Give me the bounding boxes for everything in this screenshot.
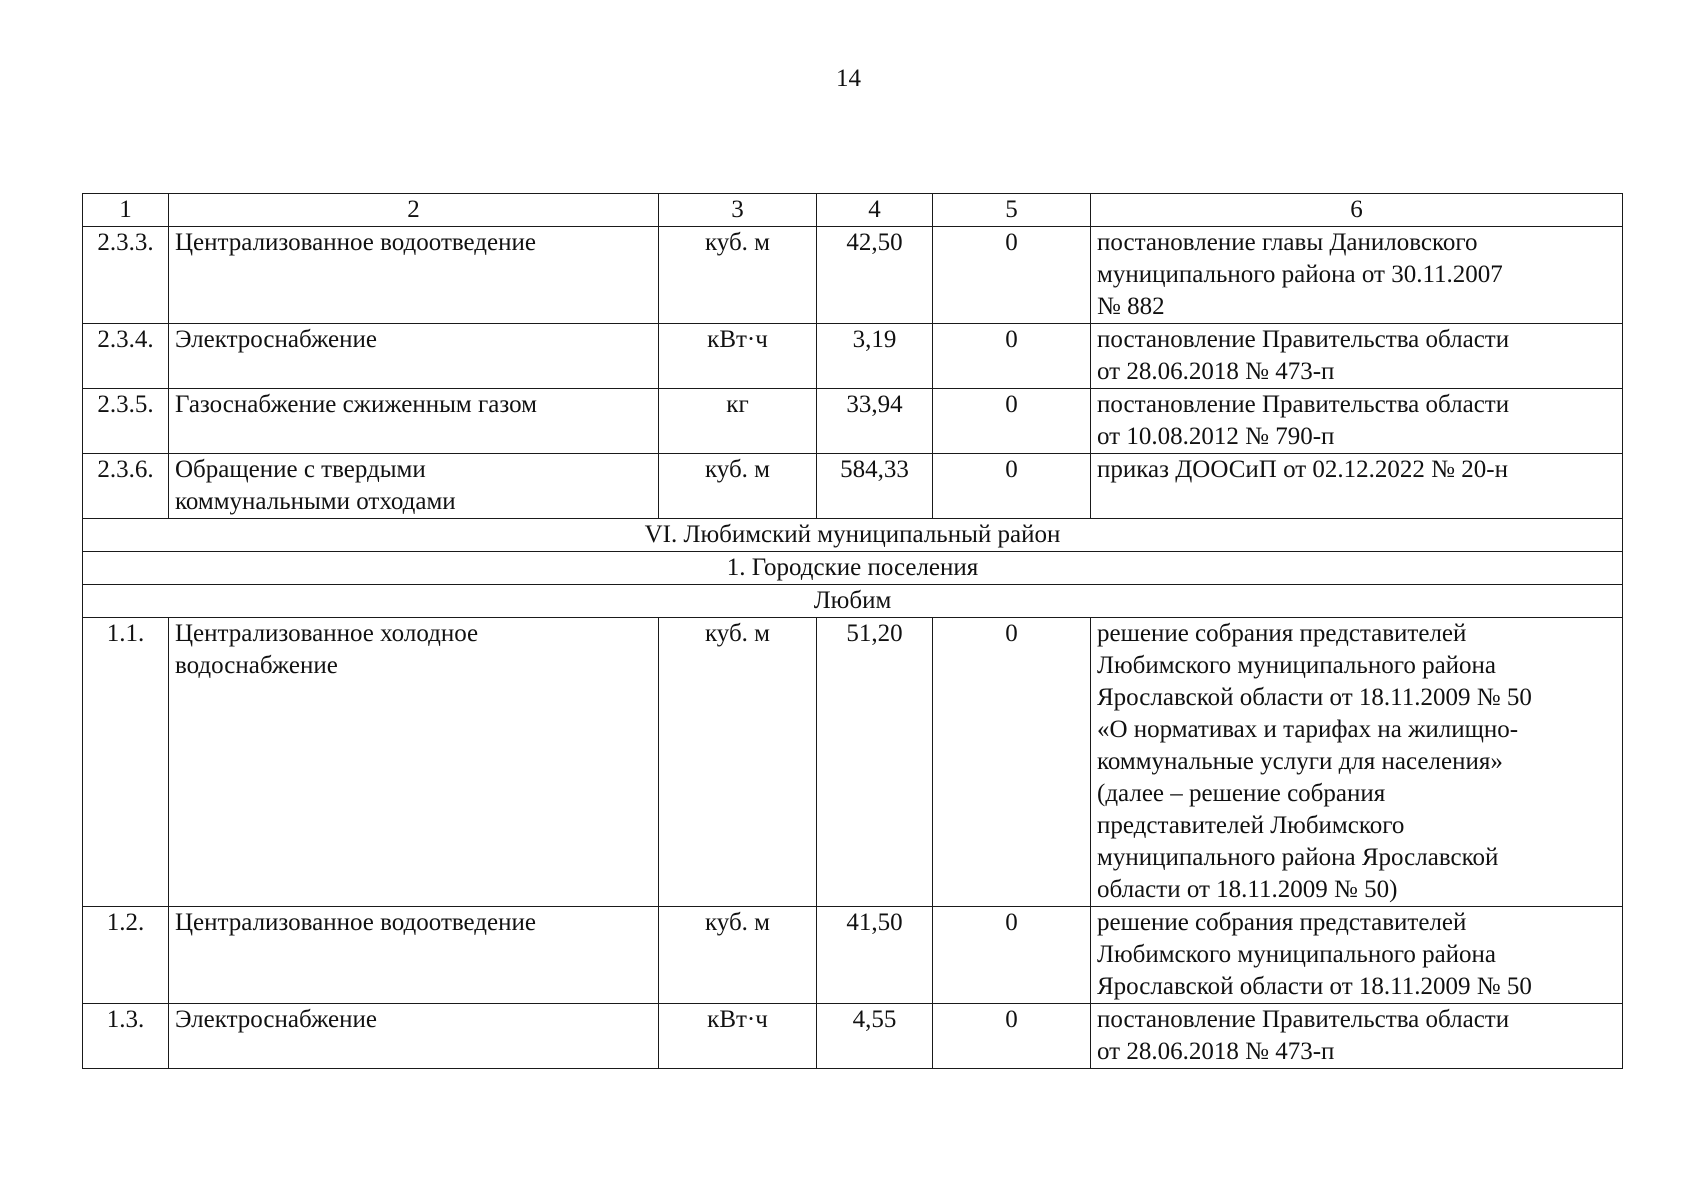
legal-basis <box>1091 389 1623 454</box>
unit: куб. м <box>659 618 817 907</box>
legal-basis <box>1091 1004 1623 1069</box>
table-row <box>83 324 1623 389</box>
legal-basis <box>1091 324 1623 389</box>
table-row <box>83 454 1623 519</box>
column-number: 5 <box>933 194 1091 227</box>
service-name-line: коммунальными отходами <box>175 488 456 515</box>
legal-basis-line: постановление Правительства области <box>1097 391 1510 418</box>
tariff-table <box>82 193 1623 1069</box>
section-row <box>83 585 1623 618</box>
row-number: 2.3.4. <box>83 324 169 389</box>
service-name-line: Централизованное холодное <box>175 620 479 647</box>
legal-basis-line: «О нормативах и тарифах на жилищно- <box>1097 716 1519 743</box>
row-number: 1.2. <box>83 907 169 1004</box>
unit: куб. м <box>659 227 817 324</box>
legal-basis-line: Ярославской области от 18.11.2009 № 50 <box>1097 973 1532 1000</box>
norm-value: 33,94 <box>817 389 933 454</box>
legal-basis-line: Любимского муниципального района <box>1097 941 1497 968</box>
service-name <box>169 618 659 907</box>
norm-value: 3,19 <box>817 324 933 389</box>
legal-basis-line: № 882 <box>1097 293 1165 320</box>
legal-basis-line: Любимского муниципального района <box>1097 652 1497 679</box>
legal-basis-line: представителей Любимского <box>1097 812 1405 839</box>
legal-basis <box>1091 618 1623 907</box>
column-5-value: 0 <box>933 618 1091 907</box>
norm-value: 584,33 <box>817 454 933 519</box>
table-row <box>83 227 1623 324</box>
column-5-value: 0 <box>933 1004 1091 1069</box>
service-name: Централизованное водоотведение <box>169 907 659 1004</box>
column-number-row <box>83 194 1623 227</box>
section-row <box>83 552 1623 585</box>
legal-basis-line: решение собрания представителей <box>1097 620 1467 647</box>
row-number: 1.1. <box>83 618 169 907</box>
unit: кг <box>659 389 817 454</box>
column-number: 6 <box>1091 194 1623 227</box>
column-5-value: 0 <box>933 454 1091 519</box>
legal-basis-line: (далее – решение собрания <box>1097 780 1386 807</box>
column-5-value: 0 <box>933 324 1091 389</box>
town-heading: Любим <box>83 585 1623 618</box>
legal-basis-line: муниципального района Ярославской <box>1097 844 1499 871</box>
service-name: Электроснабжение <box>169 1004 659 1069</box>
service-name-line: Обращение с твердыми <box>175 456 426 483</box>
legal-basis-line: от 10.08.2012 № 790-п <box>1097 423 1335 450</box>
legal-basis <box>1091 907 1623 1004</box>
legal-basis-line: от 28.06.2018 № 473-п <box>1097 358 1335 385</box>
column-number: 4 <box>817 194 933 227</box>
norm-value: 42,50 <box>817 227 933 324</box>
row-number: 1.3. <box>83 1004 169 1069</box>
column-5-value: 0 <box>933 227 1091 324</box>
norm-value: 4,55 <box>817 1004 933 1069</box>
service-name: Централизованное водоотведение <box>169 227 659 324</box>
column-number: 1 <box>83 194 169 227</box>
legal-basis-line: постановление Правительства области <box>1097 1006 1510 1033</box>
legal-basis-line: постановление главы Даниловского <box>1097 229 1478 256</box>
legal-basis <box>1091 227 1623 324</box>
table-row <box>83 389 1623 454</box>
unit: кВт·ч <box>659 1004 817 1069</box>
column-5-value: 0 <box>933 907 1091 1004</box>
norm-value: 51,20 <box>817 618 933 907</box>
row-number: 2.3.6. <box>83 454 169 519</box>
service-name <box>169 454 659 519</box>
table-row <box>83 907 1623 1004</box>
legal-basis <box>1091 454 1623 519</box>
legal-basis-line: Ярославской области от 18.11.2009 № 50 <box>1097 684 1532 711</box>
legal-basis-line: приказ ДООСиП от 02.12.2022 № 20-н <box>1097 456 1508 483</box>
legal-basis-line: коммунальные услуги для населения» <box>1097 748 1503 775</box>
legal-basis-line: решение собрания представителей <box>1097 909 1467 936</box>
table-row <box>83 618 1623 907</box>
legal-basis-line: от 28.06.2018 № 473-п <box>1097 1038 1335 1065</box>
legal-basis-line: постановление Правительства области <box>1097 326 1510 353</box>
unit: куб. м <box>659 907 817 1004</box>
service-name: Электроснабжение <box>169 324 659 389</box>
norm-value: 41,50 <box>817 907 933 1004</box>
service-name-line: водоснабжение <box>175 652 338 679</box>
table-row <box>83 1004 1623 1069</box>
unit: куб. м <box>659 454 817 519</box>
district-heading: VI. Любимский муниципальный район <box>83 519 1623 552</box>
column-number: 3 <box>659 194 817 227</box>
section-row <box>83 519 1623 552</box>
row-number: 2.3.3. <box>83 227 169 324</box>
column-number: 2 <box>169 194 659 227</box>
unit: кВт·ч <box>659 324 817 389</box>
legal-basis-line: области от 18.11.2009 № 50) <box>1097 876 1398 903</box>
settlements-heading: 1. Городские поселения <box>83 552 1623 585</box>
row-number: 2.3.5. <box>83 389 169 454</box>
page-number: 14 <box>836 65 861 92</box>
service-name: Газоснабжение сжиженным газом <box>169 389 659 454</box>
legal-basis-line: муниципального района от 30.11.2007 <box>1097 261 1503 288</box>
column-5-value: 0 <box>933 389 1091 454</box>
